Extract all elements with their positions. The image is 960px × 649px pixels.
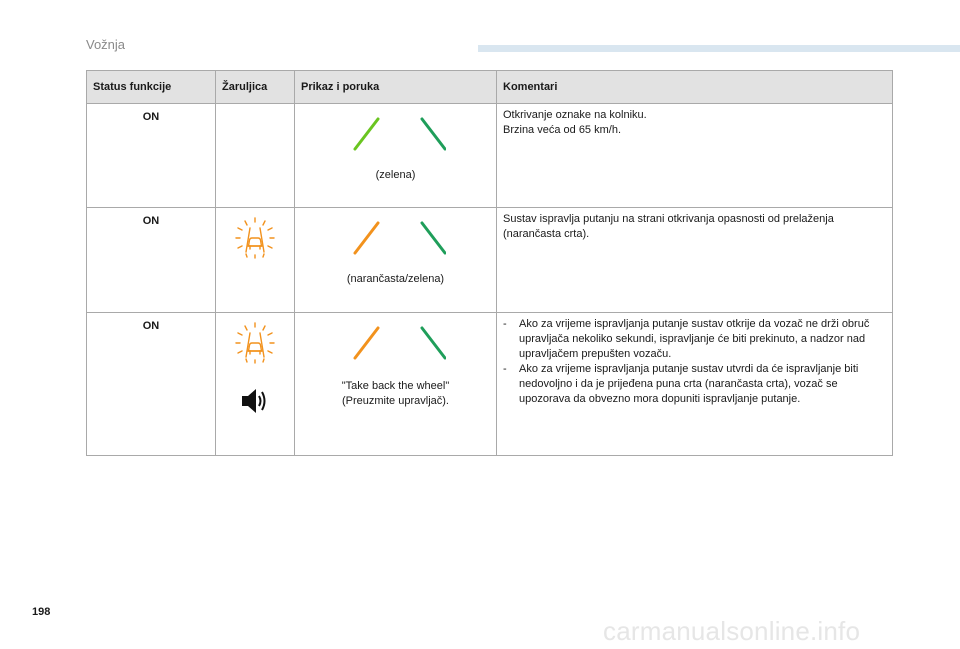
comment-line: Brzina veća od 65 km/h. — [503, 124, 622, 136]
display-cell — [295, 313, 497, 456]
comment-list — [503, 317, 884, 407]
lamp-cell-empty — [216, 104, 295, 208]
page-number: 198 — [32, 606, 51, 618]
status-value: ON — [87, 208, 216, 313]
table-row — [87, 104, 893, 208]
right-lane-line — [422, 119, 445, 149]
comment-bullet-text: Ako za vrijeme ispravljanja putanje sustav utvrdi da će ispravljanje biti nedovoljno i da je prijeđena puna crta (narančasta crta), vozač se upozorava da obvezno mora dopuniti ispravljanje putanje. — [519, 363, 859, 405]
table-row — [87, 208, 893, 313]
comment-bullet-text: Ako za vrijeme ispravljanja putanje sustav otkrije da vozač ne drži obruč upravljača nekoliko sekundi, ispravljanje će biti prekinuto, a nadzor nad upravljačem prepušten vozaču. — [519, 318, 870, 360]
list-item — [503, 317, 884, 362]
status-value: ON — [87, 104, 216, 208]
display-caption: "Take back the wheel" — [341, 380, 450, 392]
bullet-dash: - — [503, 363, 507, 375]
column-header-lamp: Žaruljica — [216, 71, 295, 104]
lane-lines-icon — [346, 220, 446, 256]
lamp-cell — [216, 313, 295, 456]
comment-line: Otkrivanje oznake na kolniku. — [503, 109, 647, 121]
comment-line: Sustav ispravlja putanju na strani otkrivanja opasnosti od prelaženja (narančasta crta). — [503, 213, 834, 240]
display-caption: (narančasta/zelena) — [346, 273, 445, 285]
comment-cell — [497, 313, 893, 456]
list-item — [503, 362, 884, 407]
speaker-icon — [240, 386, 270, 416]
comment-cell — [497, 208, 893, 313]
lane-warning-icon — [233, 216, 277, 260]
bullet-dash: - — [503, 318, 507, 330]
table-row — [87, 313, 893, 456]
display-caption: (Preuzmite upravljač). — [342, 395, 449, 407]
header-accent-bar — [478, 45, 960, 52]
lane-lines-icon — [346, 325, 446, 361]
section-title: Vožnja — [86, 37, 126, 52]
right-lane-line — [422, 223, 445, 253]
column-header-display: Prikaz i poruka — [295, 71, 497, 104]
watermark: carmanualsonline.info — [603, 616, 861, 646]
left-lane-line — [355, 328, 378, 358]
lane-warning-icon — [233, 321, 277, 365]
display-caption: (zelena) — [375, 169, 416, 181]
column-header-status: Status funkcije — [87, 71, 216, 104]
display-cell — [295, 104, 497, 208]
column-header-comments: Komentari — [497, 71, 893, 104]
status-value: ON — [87, 313, 216, 456]
lane-lines-icon — [346, 116, 446, 152]
right-lane-line — [422, 328, 445, 358]
table-header-row — [87, 71, 893, 104]
display-cell — [295, 208, 497, 313]
lamp-cell — [216, 208, 295, 313]
status-table — [86, 70, 893, 456]
left-lane-line — [355, 119, 378, 149]
left-lane-line — [355, 223, 378, 253]
comment-cell — [497, 104, 893, 208]
